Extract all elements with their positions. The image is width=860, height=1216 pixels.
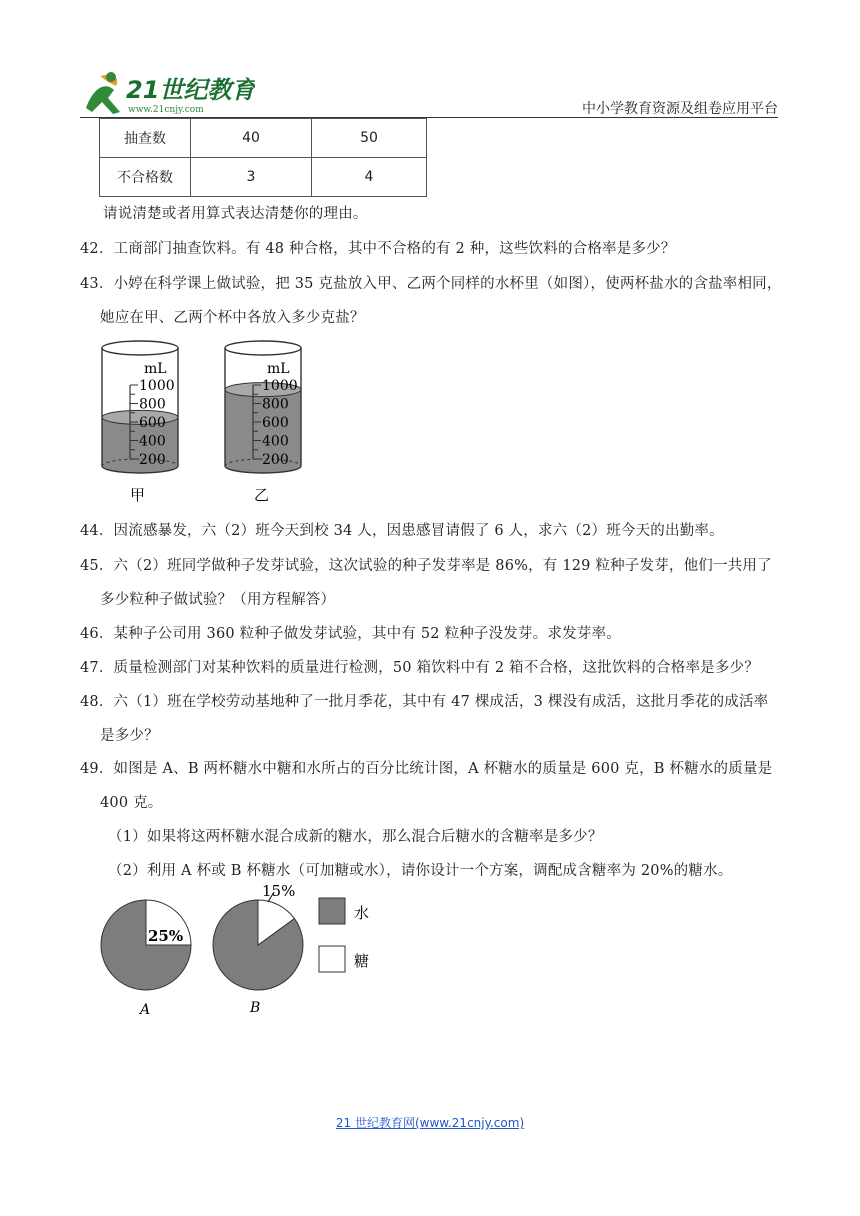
- scale-tick-label: 200: [262, 452, 289, 468]
- beaker-jia: [102, 341, 178, 473]
- text-line: 请说清楚或者用算式表达清楚你的理由。: [103, 206, 368, 222]
- pie-charts-figure: [96, 880, 376, 1020]
- legend-water-swatch: [319, 898, 345, 924]
- table-row: [100, 158, 427, 197]
- beaker-rim: [225, 341, 301, 355]
- pie-a-sugar-label: 25%: [148, 927, 184, 945]
- table-cell: 不合格数: [100, 158, 191, 197]
- question-49-part2: （2）利用 A 杯或 B 杯糖水（可加糖或水），请你设计一个方案，调配成含糖率为 20%的糖水。: [108, 863, 733, 879]
- svg-text:21世纪教育: 21世纪教育: [126, 76, 255, 104]
- scale-tick-label: 1000: [262, 378, 298, 394]
- pie-b-label: B: [250, 1000, 261, 1016]
- table-cell: 抽查数: [100, 119, 191, 158]
- table-cell: 3: [191, 158, 312, 197]
- question-49: 49．如图是 A、B 两杯糖水中糖和水所占的百分比统计图，A 杯糖水的质量是 600 克，B 杯糖水的质量是: [80, 761, 773, 777]
- beakers-figure: [96, 338, 311, 506]
- scale-tick-label: 1000: [139, 378, 175, 394]
- question-44: 44．因流感暴发，六（2）班今天到校 34 人，因患感冒请假了 6 人，求六（2）班今天的出勤率。: [80, 523, 724, 539]
- scale-tick-label: 600: [262, 415, 289, 431]
- unit-label: mL: [144, 361, 167, 377]
- beaker-jia-label: 甲: [130, 486, 146, 504]
- question-49-cont: 400 克。: [100, 795, 163, 811]
- question-47: 47．质量检测部门对某种饮料的质量进行检测，50 箱饮料中有 2 箱不合格，这批饮料的合格率是多少？: [80, 660, 759, 676]
- question-49-part1: （1）如果将这两杯糖水混合成新的糖水，那么混合后糖水的含糖率是多少？: [108, 829, 603, 845]
- scale-tick-label: 800: [262, 396, 289, 413]
- question-46: 46．某种子公司用 360 粒种子做发芽试验，其中有 52 粒种子没发芽。求发芽率。: [80, 626, 621, 642]
- legend-sugar-label: 糖: [354, 952, 370, 970]
- table-cell: 40: [191, 119, 312, 158]
- beaker-yi: [225, 341, 301, 473]
- question-45: 45．六（2）班同学做种子发芽试验，这次试验的种子发芽率是 86%，有 129 粒种子发芽，他们一共用了: [80, 558, 772, 574]
- scale-tick-label: 200: [139, 452, 166, 468]
- scale-tick-label: 800: [139, 396, 166, 413]
- pie-b-sugar-label: 15%: [262, 882, 296, 900]
- svg-text:www.21cnjy.com: www.21cnjy.com: [128, 105, 204, 115]
- question-43-cont: 她应在甲、乙两个杯中各放入多少克盐？: [100, 310, 365, 326]
- beaker-rim: [102, 341, 178, 355]
- question-48-cont: 是多少？: [100, 728, 159, 744]
- platform-name: 中小学教育资源及组卷应用平台: [582, 101, 778, 117]
- question-43: 43．小婷在科学课上做试验，把 35 克盐放入甲、乙两个同样的水杯里（如图），使两杯盐水的含盐率相同，: [80, 276, 782, 292]
- footer-link[interactable]: 21 世纪教育网(www.21cnjy.com): [335, 1116, 525, 1130]
- footer[interactable]: [0, 1114, 860, 1131]
- site-logo: [80, 68, 255, 118]
- legend-sugar-swatch: [319, 946, 345, 972]
- scale-tick-label: 400: [139, 433, 166, 450]
- table-cell: 50: [312, 119, 427, 158]
- scale-tick-label: 600: [139, 415, 166, 431]
- table-row: [100, 119, 427, 158]
- beaker-yi-label: 乙: [254, 486, 270, 504]
- legend-water-label: 水: [354, 904, 370, 922]
- pie-a-label: A: [140, 1002, 151, 1018]
- question-42: 42．工商部门抽查饮料。有 48 种合格，其中不合格的有 2 种，这些饮料的合格率是多少？: [80, 241, 676, 257]
- inspection-table: [99, 118, 427, 197]
- unit-label: mL: [267, 361, 290, 377]
- scale-tick-label: 400: [262, 433, 289, 450]
- question-45-cont: 多少粒种子做试验？（用方程解答）: [100, 592, 336, 608]
- question-48: 48．六（1）班在学校劳动基地种了一批月季花，其中有 47 棵成活，3 棵没有成活，这批月季花的成活率: [80, 694, 769, 710]
- table-cell: 4: [312, 158, 427, 197]
